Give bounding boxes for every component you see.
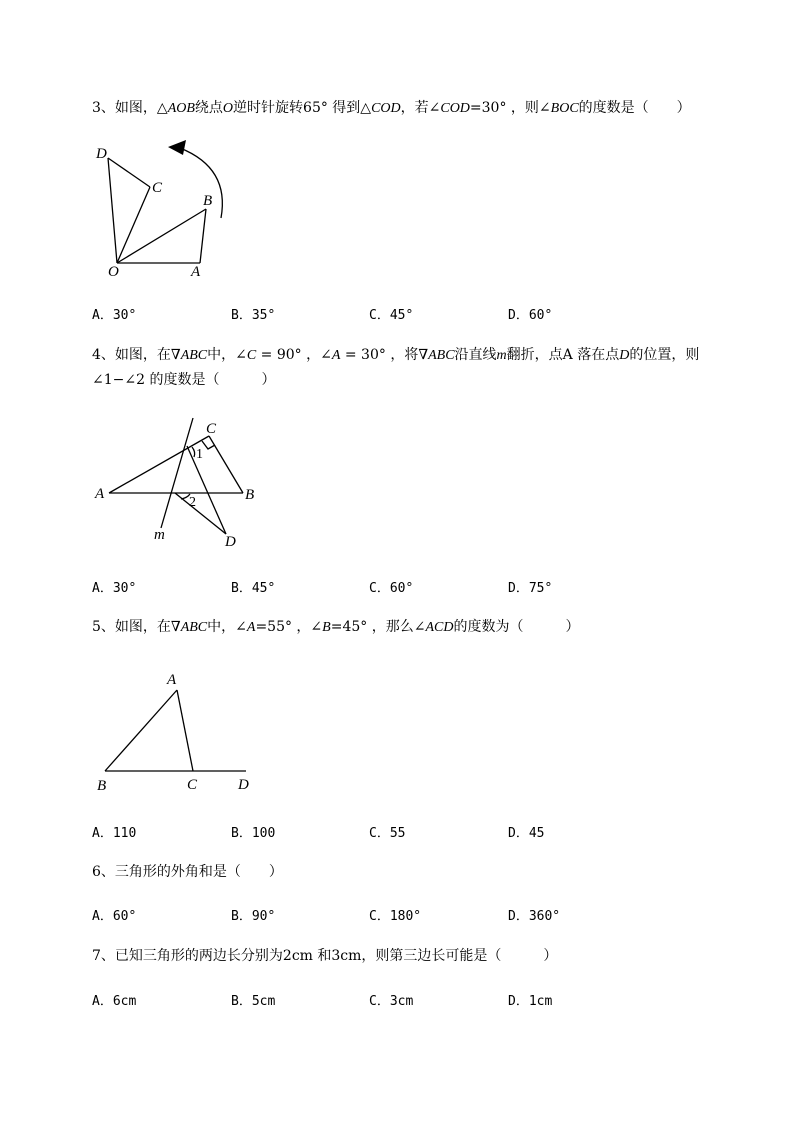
question-4-stem-line1: 4、如图，在∇ABC中，∠C = 90° ，∠A = 30° ，将∇ABC沿直线m翻折，点A 落在点D的位置，则 [92, 347, 700, 363]
option-b[interactable]: B．45° [231, 581, 276, 596]
question-5-options [92, 822, 652, 842]
question-6-options [92, 905, 652, 925]
label-a: A [191, 264, 201, 280]
question-5-stem: 5、如图，在∇ABC中，∠A=55° ，∠B=45° ，那么∠ACD的度数为（ ） [92, 619, 580, 635]
question-3-stem: 3、如图，△AOB绕点O逆时针旋转65° 得到△COD，若∠COD=30° ，则∠BOC的度数是（ ） [92, 100, 691, 116]
label-m: m [154, 527, 165, 543]
label-a: A [95, 486, 105, 502]
option-a[interactable]: A．30° [92, 308, 137, 323]
option-c[interactable]: C．55 [369, 826, 406, 841]
label-angle-1: 1 [196, 447, 203, 462]
label-b: B [203, 193, 213, 209]
option-a[interactable]: A．110 [92, 826, 137, 841]
option-a[interactable]: A．60° [92, 909, 137, 924]
label-o: O [108, 264, 119, 280]
label-angle-2: 2 [189, 495, 196, 510]
label-b: B [245, 487, 255, 503]
option-c[interactable]: C．3cm [369, 994, 414, 1009]
option-a[interactable]: A．6cm [92, 994, 137, 1009]
option-d[interactable]: D．45 [508, 826, 545, 841]
label-c: C [152, 180, 163, 196]
label-d: D [225, 534, 236, 550]
option-c[interactable]: C．180° [369, 909, 422, 924]
option-d[interactable]: D．1cm [508, 994, 553, 1009]
option-d[interactable]: D．60° [508, 308, 553, 323]
label-a: A [167, 672, 177, 688]
question-6-stem: 6、三角形的外角和是（ ） [92, 864, 283, 880]
question-4-stem-line2: ∠1−∠2 的度数是（ ） [92, 372, 276, 388]
question-7-stem: 7、已知三角形的两边长分别为2cm 和3cm，则第三边长可能是（ ） [92, 948, 558, 964]
option-d[interactable]: D．360° [508, 909, 561, 924]
label-c: C [187, 777, 198, 793]
segment-ba [105, 690, 177, 771]
label-c: C [206, 421, 217, 437]
option-b[interactable]: B．100 [231, 826, 276, 841]
option-a[interactable]: A．30° [92, 581, 137, 596]
label-d: D [238, 777, 249, 793]
question-7-options [92, 990, 652, 1010]
label-d: D [96, 146, 107, 162]
option-d[interactable]: D．75° [508, 581, 553, 596]
option-c[interactable]: C．45° [369, 308, 414, 323]
option-b[interactable]: B．90° [231, 909, 276, 924]
option-b[interactable]: B．35° [231, 308, 276, 323]
option-b[interactable]: B．5cm [231, 994, 276, 1009]
option-c[interactable]: C．60° [369, 581, 414, 596]
segment-ac [177, 690, 193, 771]
label-b: B [97, 778, 107, 794]
